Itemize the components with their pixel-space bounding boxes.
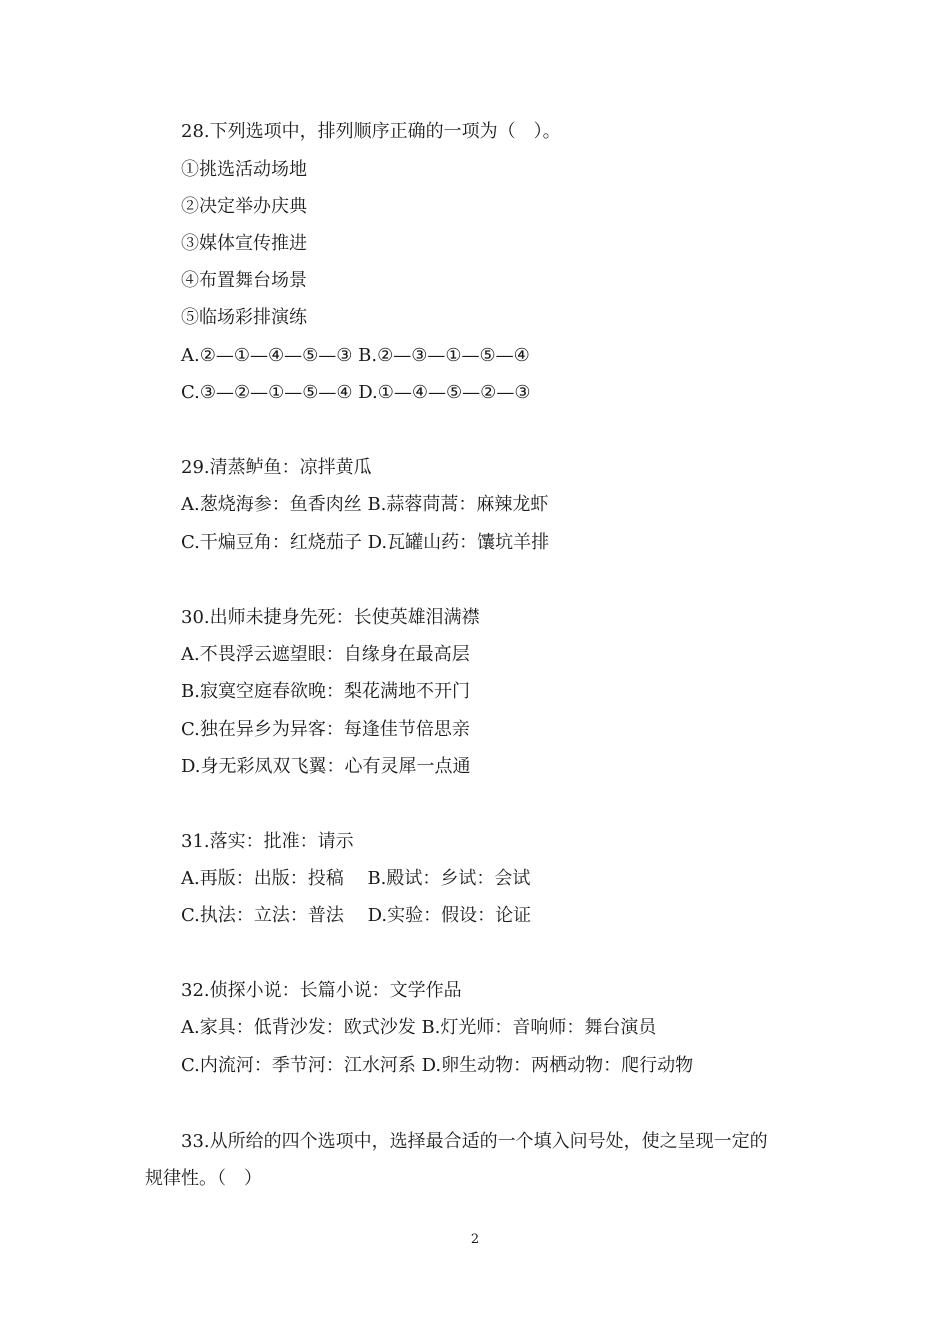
- q30-option-c: C.独在异乡为异客：每逢佳节倍思亲: [181, 719, 470, 740]
- q30-option-b: B.寂寞空庭春欲晚：梨花满地不开门: [181, 681, 470, 702]
- q32-options-cd: C.内流河：季节河：江水河系 D.卵生动物：两栖动物：爬行动物: [181, 1055, 694, 1076]
- q28-options-ab: A.②—①—④—⑤—③ B.②—③—①—⑤—④: [181, 345, 530, 366]
- q33-stem-line-2: 规律性。（ ）: [145, 1168, 262, 1189]
- q32-stem: 32.侦探小说：长篇小说：文学作品: [181, 980, 462, 1001]
- q33-stem-line-1: 33.从所给的四个选项中，选择最合适的一个填入问号处，使之呈现一定的: [181, 1131, 768, 1152]
- q28-options-cd: C.③—②—①—⑤—④ D.①—④—⑤—②—③: [181, 382, 531, 403]
- q30-option-a: A.不畏浮云遮望眼：自缘身在最高层: [181, 644, 470, 665]
- q28-item-1: ①挑选活动场地: [181, 159, 307, 180]
- q28-stem: 28.下列选项中，排列顺序正确的一项为（ ）。: [181, 121, 561, 142]
- q28-item-5: ⑤临场彩排演练: [181, 307, 307, 328]
- q31-stem: 31.落实：批准：请示: [181, 831, 354, 852]
- q29-stem: 29.清蒸鲈鱼：凉拌黄瓜: [181, 457, 372, 478]
- q30-option-d: D.身无彩凤双飞翼：心有灵犀一点通: [181, 756, 471, 777]
- page-number: 2: [470, 1232, 480, 1247]
- q29-options-ab: A.葱烧海参：鱼香肉丝 B.蒜蓉茼蒿：麻辣龙虾: [181, 494, 549, 515]
- q31-options-cd: C.执法：立法：普法 D.实验：假设：论证: [181, 905, 532, 926]
- q28-item-2: ②决定举办庆典: [181, 196, 307, 217]
- q28-item-3: ③媒体宣传推进: [181, 233, 307, 254]
- q29-options-cd: C.干煸豆角：红烧茄子 D.瓦罐山药：馕坑羊排: [181, 532, 550, 553]
- q31-options-ab: A.再版：出版：投稿 B.殿试：乡试：会试: [181, 868, 531, 889]
- q30-stem: 30.出师未捷身先死：长使英雄泪满襟: [181, 607, 480, 628]
- q32-options-ab: A.家具：低背沙发：欧式沙发 B.灯光师：音响师：舞台演员: [181, 1017, 657, 1038]
- q28-item-4: ④布置舞台场景: [181, 270, 307, 291]
